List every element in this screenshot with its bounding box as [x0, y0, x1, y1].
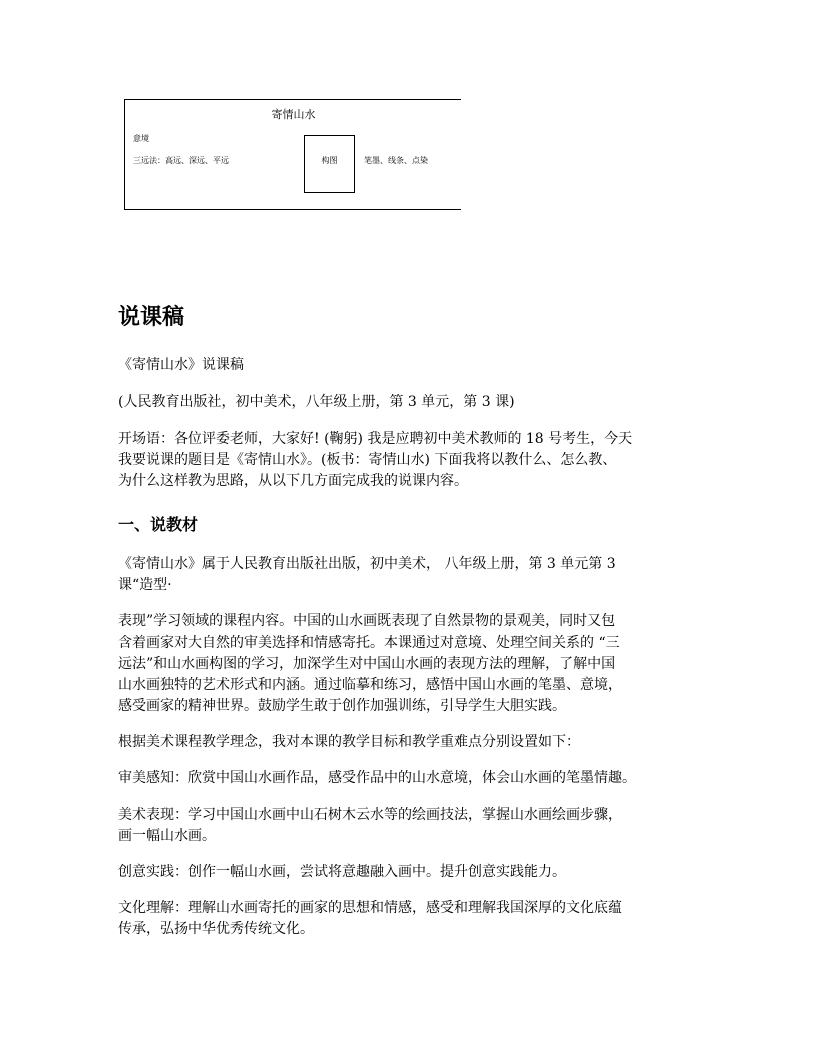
paragraph-line: 审美感知：欣赏中国山水画作品，感受作品中的山水意境，体会山水画的笔墨情趣。 [118, 770, 636, 786]
board-label-right: 笔墨、线条、点染 [364, 156, 428, 165]
board-title: 寄情山水 [271, 108, 316, 121]
board-label-left: 三远法：高远、深远、平远 [133, 156, 229, 165]
board-box [304, 135, 355, 193]
paragraph-line: 远法”和山水画构图的学习，加深学生对中国山水画的表现方法的理解，了解中国 [118, 656, 616, 672]
paragraph-line: 根据美术课程教学理念，我对本课的教学目标和教学重难点分别设置如下： [118, 734, 580, 750]
document-heading: 说课稿 [118, 305, 185, 330]
source-line: (人民教育出版社，初中美术，八年级上册，第 3 单元，第 3 课) [118, 394, 515, 410]
paragraph-line: 画一幅山水画。 [118, 828, 216, 844]
title-line: 《寄情山水》说课稿 [118, 357, 244, 373]
paragraph-line: 表现”学习领域的课程内容。中国的山水画既表现了自然景物的景观美，同时又包 [118, 613, 616, 629]
paragraph-line: 课“造型· [118, 577, 172, 593]
section-heading: 一、说教材 [118, 515, 199, 534]
paragraph-line: 美术表现：学习中国山水画中山石树木云水等的绘画技法，掌握山水画绘画步骤， [118, 807, 622, 823]
paragraph-line: 《寄情山水》属于人民教育出版社出版，初中美术， 八年级上册，第 3 单元第 3 [118, 556, 616, 572]
board-box-label: 构图 [321, 156, 338, 165]
paragraph-line: 含着画家对大自然的审美选择和情感寄托。本课通过对意境、处理空间关系的 “三 [118, 635, 620, 651]
intro-line: 我要说课的题目是《寄情山水》。(板书：寄情山水) 下面我将以教什么、怎么教、 [118, 452, 617, 468]
intro-line: 开场语：各位评委老师，大家好! (鞠躬) 我是应聘初中美术教师的 18 号考生，今天 [118, 431, 633, 447]
board-diagram [124, 99, 461, 210]
paragraph-line: 传承，弘扬中华优秀传统文化。 [118, 921, 314, 937]
paragraph-line: 山水画独特的艺术形式和内涵。通过临摹和练习，感悟中国山水画的笔墨、意境， [118, 677, 622, 693]
paragraph-line: 创意实践：创作一幅山水画，尝试将意趣融入画中。提升创意实践能力。 [118, 864, 566, 880]
paragraph-line: 感受画家的精神世界。鼓励学生敢于创作加强训练，引导学生大胆实践。 [118, 698, 566, 714]
intro-line: 为什么这样教为思路，从以下几方面完成我的说课内容。 [118, 473, 468, 489]
board-label-top: 意境 [133, 134, 149, 143]
paragraph-line: 文化理解：理解山水画寄托的画家的思想和情感，感受和理解我国深厚的文化底蕴 [118, 900, 622, 916]
